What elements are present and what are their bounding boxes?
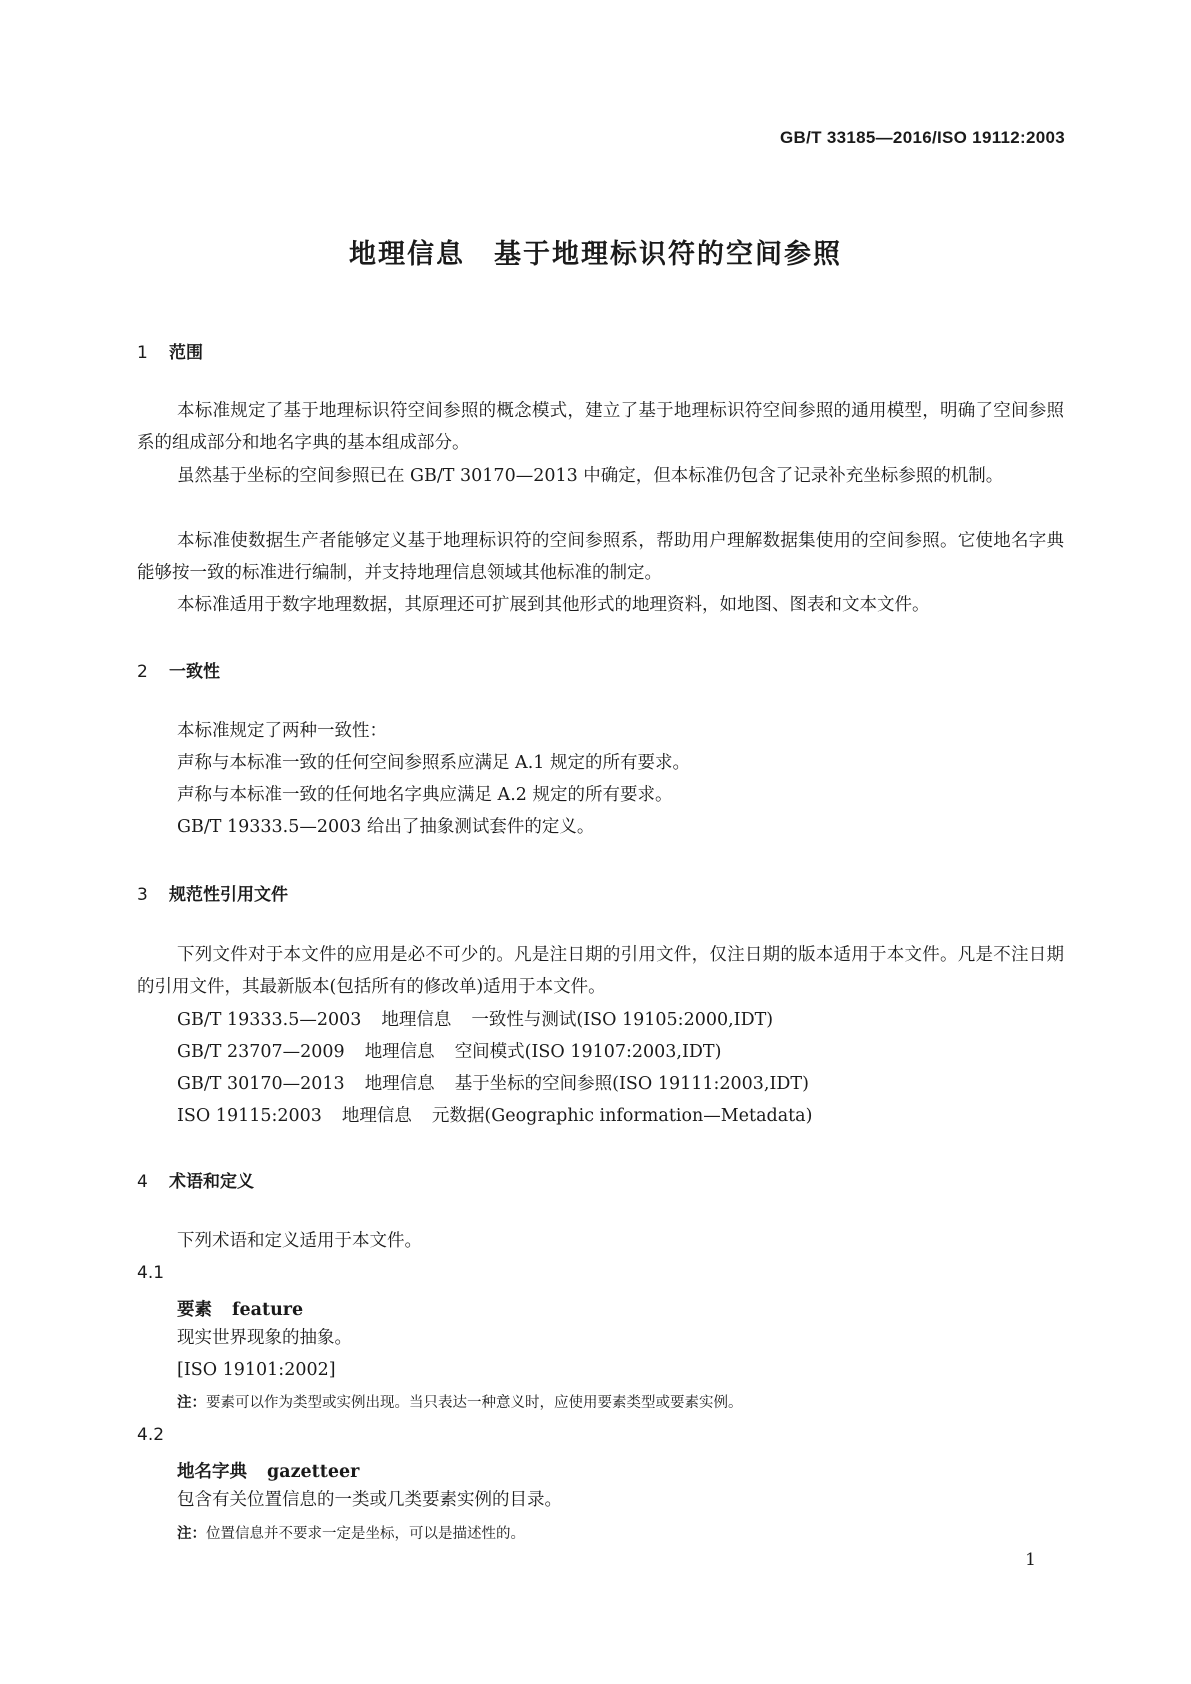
- section-1-paragraph: 虽然基于坐标的空间参照已在 GB/T 30170—2013 中确定，但本标准仍包含了记录补充坐标参照的机制。: [177, 466, 1004, 486]
- section-4-heading: [137, 1167, 254, 1192]
- term-en: gazetteer: [267, 1462, 360, 1482]
- section-2-title: 一致性: [169, 662, 220, 682]
- document-title: 地理信息 基于地理标识符的空间参照: [349, 239, 842, 270]
- term-number: 4.1: [137, 1263, 165, 1283]
- reference-title: 元数据(Geographic information—Metadata): [431, 1106, 813, 1126]
- note-text: 位置信息并不要求一定是坐标，可以是描述性的。: [206, 1526, 525, 1542]
- section-2-line: 声称与本标准一致的任何空间参照系应满足 A.1 规定的所有要求。: [177, 753, 690, 773]
- section-1-paragraph: 本标准适用于数字地理数据，其原理还可扩展到其他形式的地理资料，如地图、图表和文本文件。: [177, 595, 930, 615]
- section-1-paragraph: 本标准使数据生产者能够定义基于地理标识符的空间参照系，帮助用户理解数据集使用的空间参照。它使地名字典能够按一致的标准进行编制，并支持地理信息领域其他标准的制定。: [137, 531, 1064, 583]
- section-1-title: 范围: [169, 343, 203, 363]
- normative-reference: [177, 1004, 773, 1036]
- note-text: 要素可以作为类型或实例出现。当只表达一种意义时，应使用要素类型或要素实例。: [206, 1395, 743, 1411]
- section-3-number: 3: [137, 885, 148, 905]
- section-1-number: 1: [137, 343, 148, 363]
- reference-domain: 地理信息: [341, 1106, 412, 1126]
- standard-identifier: GB/T 33185—2016/ISO 19112:2003: [780, 128, 1065, 147]
- page-number: 1: [1025, 1550, 1036, 1570]
- reference-code: GB/T 23707—2009: [177, 1042, 345, 1062]
- reference-code: GB/T 19333.5—2003: [177, 1010, 362, 1030]
- section-4-intro: 下列术语和定义适用于本文件。: [177, 1231, 422, 1251]
- term-en: feature: [232, 1300, 304, 1320]
- normative-reference: [177, 1100, 812, 1132]
- term-name: [177, 1458, 359, 1483]
- section-2-line: 声称与本标准一致的任何地名字典应满足 A.2 规定的所有要求。: [177, 785, 673, 805]
- note-label: 注：: [177, 1525, 206, 1542]
- term-note: [177, 1391, 743, 1412]
- section-2-heading: [137, 657, 220, 682]
- term-zh: 要素: [177, 1300, 212, 1320]
- section-4-number: 4: [137, 1172, 148, 1192]
- reference-title: 空间模式(ISO 19107:2003,IDT): [454, 1042, 722, 1062]
- normative-reference: [177, 1068, 809, 1100]
- reference-code: GB/T 30170—2013: [177, 1074, 345, 1094]
- term-zh: 地名字典: [177, 1462, 247, 1482]
- section-3-title: 规范性引用文件: [169, 885, 288, 905]
- section-2-line: GB/T 19333.5—2003 给出了抽象测试套件的定义。: [177, 817, 595, 837]
- section-1-heading: [137, 338, 203, 363]
- term-note: [177, 1522, 525, 1543]
- term-number: 4.2: [137, 1425, 165, 1445]
- section-4-title: 术语和定义: [169, 1172, 254, 1192]
- term-name: [177, 1296, 303, 1321]
- normative-reference: [177, 1036, 721, 1068]
- section-3-heading: [137, 880, 288, 905]
- reference-code: ISO 19115:2003: [177, 1106, 322, 1126]
- section-2-line: 本标准规定了两种一致性：: [177, 721, 387, 741]
- reference-title: 基于坐标的空间参照(ISO 19111:2003,IDT): [454, 1074, 809, 1094]
- term-source: [ISO 19101:2002]: [177, 1360, 336, 1380]
- term-definition: 包含有关位置信息的一类或几类要素实例的目录。: [177, 1490, 562, 1510]
- reference-domain: 地理信息: [364, 1074, 435, 1094]
- reference-domain: 地理信息: [381, 1010, 452, 1030]
- term-definition: 现实世界现象的抽象。: [177, 1328, 352, 1348]
- section-1-paragraph: 本标准规定了基于地理标识符空间参照的概念模式，建立了基于地理标识符空间参照的通用模型，明确了空间参照系的组成部分和地名字典的基本组成部分。: [137, 401, 1064, 453]
- section-2-number: 2: [137, 662, 148, 682]
- note-label: 注：: [177, 1394, 206, 1411]
- section-3-intro: 下列文件对于本文件的应用是必不可少的。凡是注日期的引用文件，仅注日期的版本适用于本文件。凡是不注日期的引用文件，其最新版本(包括所有的修改单)适用于本文件。: [137, 945, 1064, 997]
- reference-title: 一致性与测试(ISO 19105:2000,IDT): [471, 1010, 774, 1030]
- reference-domain: 地理信息: [364, 1042, 435, 1062]
